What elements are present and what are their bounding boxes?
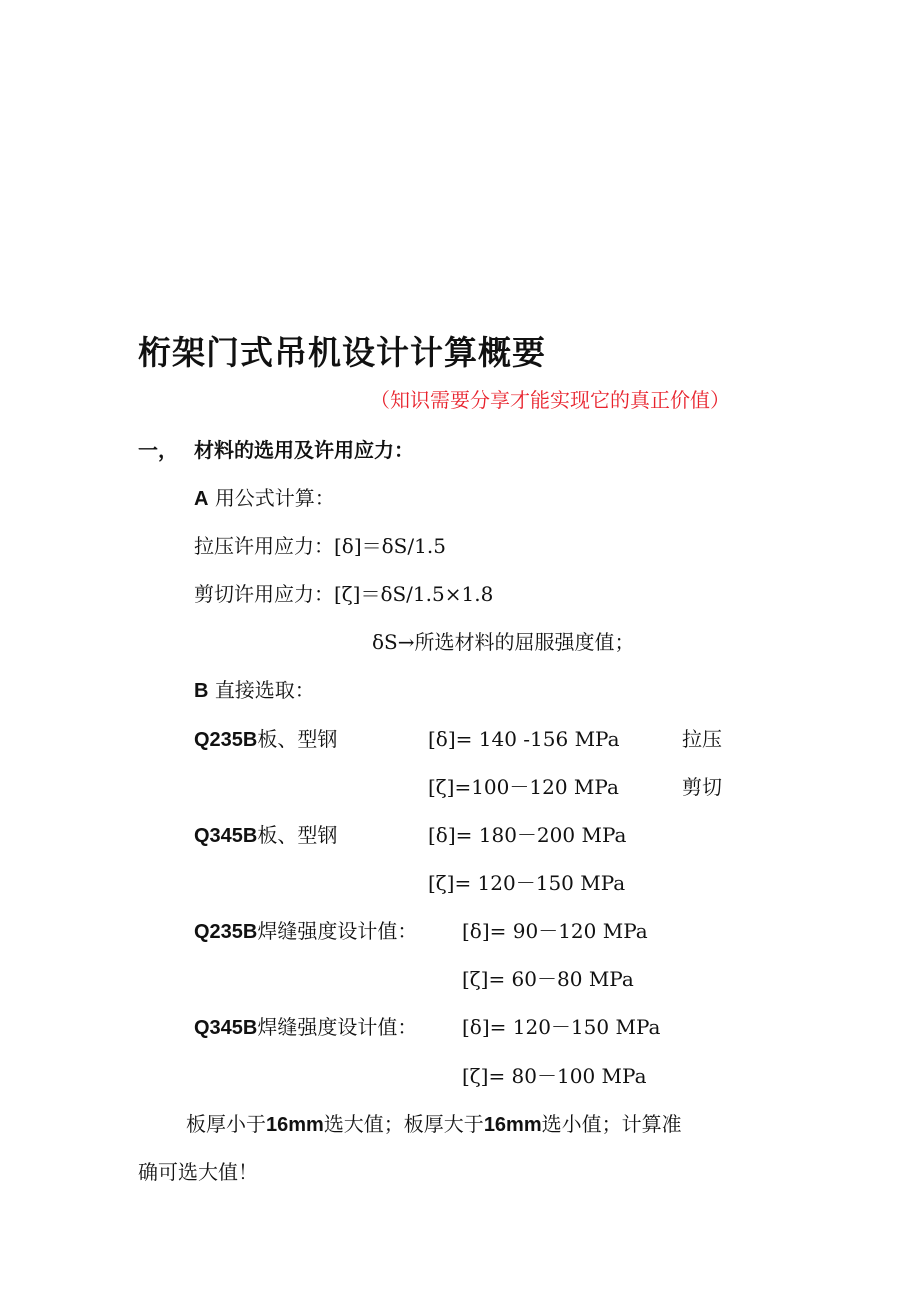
table-row-6-value: [δ]= 120－150 MPa bbox=[462, 1015, 661, 1039]
table-row-4-value: [δ]= 90－120 MPa bbox=[462, 919, 648, 943]
table-row-0-type: 拉压 bbox=[682, 727, 722, 751]
table-row-7-value: [ζ]= 80－100 MPa bbox=[462, 1064, 647, 1088]
section-heading: 材料的选用及许用应力： bbox=[194, 438, 414, 462]
shear-label: 剪切许用应力： bbox=[194, 582, 334, 606]
tensile-formula: [δ]＝δS/1.5 bbox=[334, 534, 446, 558]
part-a-label: 用公式计算： bbox=[214, 486, 335, 510]
part-a-letter: A bbox=[194, 488, 209, 510]
tensile-label: 拉压许用应力： bbox=[194, 534, 334, 558]
table-row-0-label: Q235B板、型钢 bbox=[194, 727, 338, 751]
table-row-5-value: [ζ]= 60－80 MPa bbox=[462, 967, 634, 991]
shear-line bbox=[194, 584, 493, 604]
table-row-2-value: [δ]= 180－200 MPa bbox=[428, 823, 627, 847]
yield-note: δS→所选材料的屈服强度值； bbox=[372, 630, 635, 654]
table-row-4-label: Q235B焊缝强度设计值： bbox=[194, 919, 418, 943]
subtitle: （知识需要分享才能实现它的真正价值） bbox=[370, 388, 730, 412]
tensile-line bbox=[194, 536, 446, 556]
shear-formula: [ζ]＝δS/1.5×1.8 bbox=[334, 582, 494, 606]
table-row-0-value: [δ]= 140 -156 MPa bbox=[428, 727, 620, 751]
table-row-3-value: [ζ]= 120－150 MPa bbox=[428, 871, 626, 895]
footer-line-2: 确可选大值！ bbox=[138, 1160, 258, 1184]
part-a-heading bbox=[194, 488, 335, 509]
table-row-1-value: [ζ]=100－120 MPa bbox=[428, 775, 619, 799]
footer-line-1: 板厚小于16mm选大值；板厚大于16mm选小值；计算准 bbox=[186, 1112, 682, 1136]
table-row-2-label: Q345B板、型钢 bbox=[194, 823, 338, 847]
part-b-heading bbox=[194, 680, 315, 701]
table-row-6-label: Q345B焊缝强度设计值： bbox=[194, 1015, 418, 1039]
page-title: 桁架门式吊机设计计算概要 bbox=[138, 333, 546, 372]
part-b-label: 直接选取： bbox=[214, 678, 315, 702]
section-number: 一， bbox=[138, 438, 178, 462]
table-row-1-type: 剪切 bbox=[682, 775, 722, 799]
part-b-letter: B bbox=[194, 680, 209, 702]
